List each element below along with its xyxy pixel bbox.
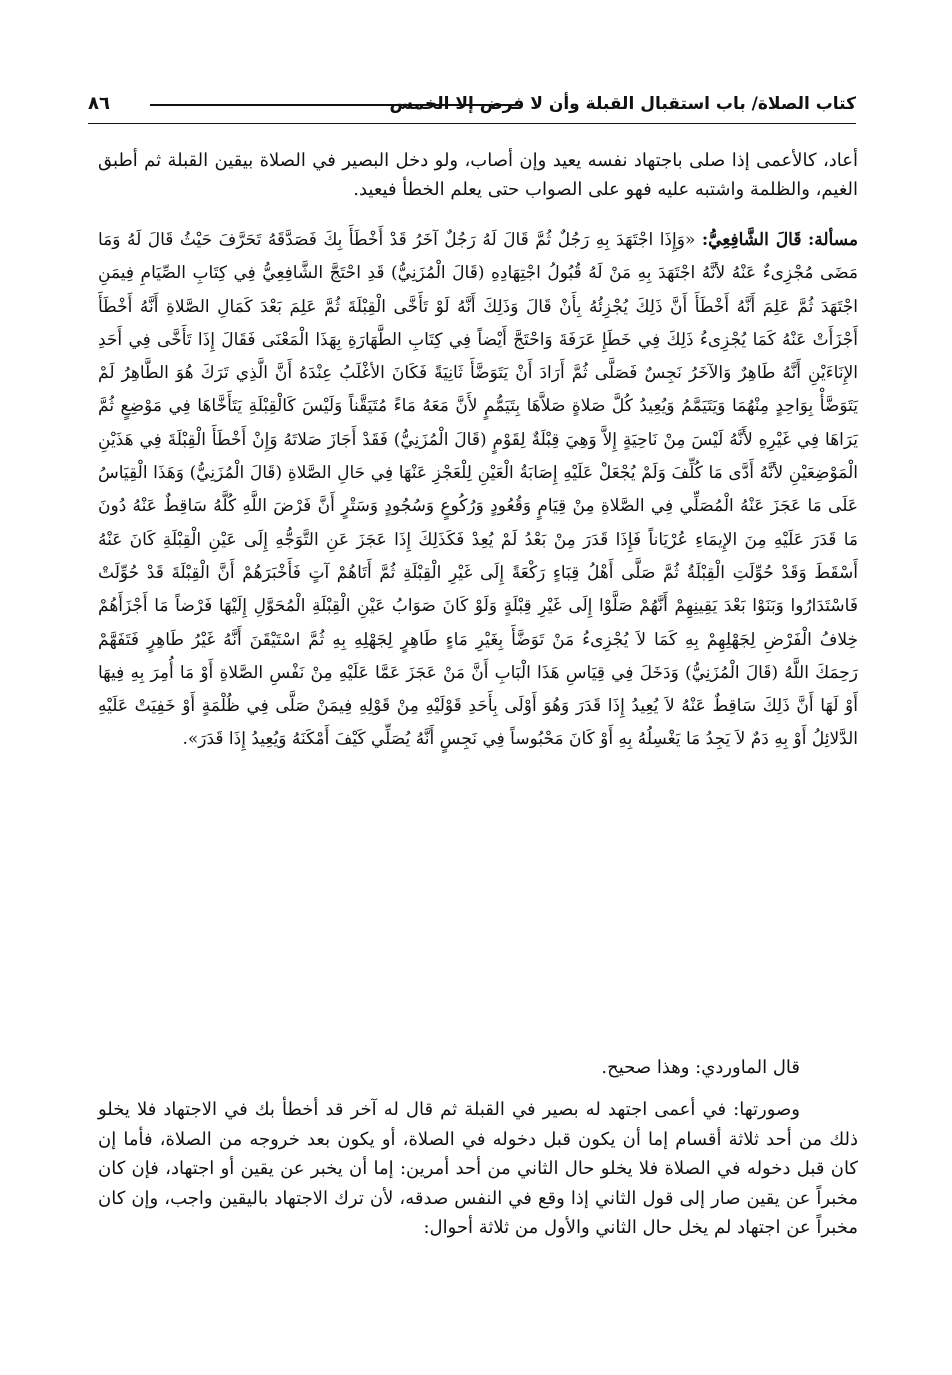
masala-text: «وَإِذَا اجْتَهَدَ بِهِ رَجُلٌ ثُمَّ قَالَ لَهُ رَجُلٌ آخَرُ قَدْ أَخْطَأَ بِكَ فَصَدَّقَهُ تَحَرَّفَ حَيْثُ قَالَ لَهُ وَمَا مَضَى مُجْزِىءٌ عَنْهُ لأنَّهُ اجْتَهَدَ بِهِ مَنْ لَهُ قُبُولُ اجْتِهَادِهِ (قَالَ الْمُزَنِيُّ) قَدِ احْتَجَّ الشَّافِعِيُّ فِي كِتَابِ الصِّيَامِ فِيمَنِ اجْتَهَدَ ثُمَّ عَلِمَ أَنَّهُ أَخْطَأَ أَنَّ ذَلِكَ يُجْزِئُهُ بِأَنْ قَالَ وَذَلِكَ أَنَّهُ لَوْ تَأَخَّى الْقِبْلَةَ ثُمَّ عَلِمَ بَعْدَ كَمَالِ الصَّلاةِ أَنَّهُ أَخْطَأَ أَجْزَأَتْ عَنْهُ كَمَا يُجْزِىءُ ذَلِكَ فِي خَطَإِ عَرَفَةَ وَاحْتَجَّ أَيْضاً فِي كِتَابِ الطَّهَارَةِ بِهَذَا الْمَعْنَى فَقَالَ إِذَا تَأَخَّى فِي أَحَدِ الإِنَاءَيْنِ أَنَّهُ طَاهِرٌ وَالآخَرُ نَجِسٌ فَصَلَّى ثُمَّ أَرَادَ أَنْ يَتَوَضَّأَ ثَانِيَةً فَكَانَ الأغْلَبُ عِنْدَهُ أَنَّ الَّذِي تَرَكَ هُوَ الطَّاهِرُ لَمْ يَتَوَضَّأْ بِوَاحِدٍ مِنْهُمَا وَيَتَيَمَّمُ وَيُعِيدُ كُلَّ صَلاةٍ صَلاَّهَا بِتَيَمُّمٍ لأَنَّ مَعَهُ مَاءً مُتَيَقَّناً وَلَيْسَ كَالْقِبْلَةِ يَتَأَخَّاهَا فِي مَوْضِعٍ ثُمَّ يَرَاهَا فِي غَيْرِهِ لأَنَّهُ لَيْسَ مِنْ نَاحِيَةٍ إِلاَّ وَهِيَ قِبْلَةٌ لِقَوْمٍ (قَالَ الْمُزَنِيُّ) فَقَدْ أَجَازَ صَلاتَهُ وَإِنْ أَخْطَأَ الْقِبْلَةَ فِي هَذَيْنِ الْمَوْضِعَيْنِ لأنَّهُ أَدَّى مَا كُلِّفَ وَلَمْ يُجْعَلْ عَلَيْهِ إِصَابَةُ الْعَيْنِ لِلْعَجْزِ عَنْهَا فِي حَالِ الصَّلاةِ (قَالَ الْمُزَنِيُّ) وَهَذَا الْقِيَاسُ عَلَى مَا عَجَزَ عَنْهُ الْمُصَلِّي فِي الصَّلاةِ مِنْ قِيَامٍ وَقُعُودٍ وَرُكُوعٍ وَسُجُودٍ وَسَتْرٍ أَنَّ فَرْضَ اللَّهِ كُلَّهُ سَاقِطٌ عَنْهُ دُونَ مَا قَدَرَ عَلَيْهِ مِنَ الإِيمَاءِ عُرْيَاناً فَإِذَا قَدَرَ مِنْ بَعْدُ لَمْ يُعِدْ فَكَذَلِكَ إِذَا عَجَزَ عَنِ التَّوَجُّهِ إِلَى عَيْنِ الْقِبْلَةِ كَانَ عَنْهُ أَسْقَطَ وَقَدْ حُوِّلَتِ الْقِبْلَةُ ثُمَّ صَلَّى أَهْلُ قِبَاءٍ رَكْعَةً إِلَى غَيْرِ الْقِبْلَةِ ثُمَّ أَتَاهُمْ آتٍ فَأَخْبَرَهُمْ أَنَّ الْقِبْلَةَ قَدْ حُوِّلَتْ فَاسْتَدَارُوا وَبَنَوْا بَعْدَ يَقِينِهِمْ أَنَّهُمْ صَلَّوْا إِلَى غَيْرِ قِبْلَةٍ وَلَوْ كَانَ صَوَابُ عَيْنِ الْقِبْلَةِ الْمُحَوَّلِ إِلَيْهَا فَرْضاً مَا أَجْزَأَهُمْ خِلافُ الْفَرْضِ لِجَهْلِهِمْ بِهِ كَمَا لاَ يُجْزِىءُ مَنْ تَوَضَّأَ بِغَيْرِ مَاءٍ طَاهِرٍ لِجَهْلِهِ بِهِ ثُمَّ اسْتَيْقَنَ أَنَّهُ غَيْرُ طَاهِرٍ فَتَفَهَّمْ رَحِمَكَ اللَّهُ (قَالَ الْمُزَنِيُّ) وَدَخَلَ فِي قِيَاسِ هَذَا الْبَابِ أَنَّ مَنْ عَجَزَ عَمَّا عَلَيْهِ مِنْ نَفْسِ الصَّلاةِ أَوْ مَا أُمِرَ بِهِ فِيهَا أَوْ لَهَا أَنَّ ذَلِكَ سَاقِطٌ عَنْهُ لاَ يُعِيدُ إِذَا قَدَرَ وَهُوَ أَوْلَى بِأَحَدِ قَوْلَيْهِ مِنْ قَوْلِهِ فِيمَنْ صَلَّى فِي ظُلْمَةٍ أَوْ خَفِيَتْ عَلَيْهِ الدَّلائِلُ أَوْ بِهِ دَمٌ لاَ يَجِدُ مَا يَغْسِلُهُ بِهِ أَوْ كَانَ مَحْبُوساً فِي نَجِسٍ أَنَّهُ يُصَلِّي كَيْفَ أَمْكَنَهُ وَيُعِيدُ إِذَا قَدَرَ».: [98, 230, 858, 750]
intro-paragraph: أعاد، كالأعمى إذا صلى باجتهاد نفسه يعيد وإن أصاب، ولو دخل البصير في الصلاة بيقين القبلة ثم أطبق الغيم، والظلمة واشتبه عليه فهو على الصواب حتى يعلم الخطأ فيعيد.: [98, 150, 858, 200]
running-header: [88, 92, 856, 120]
masala-speaker: قَالَ الشَّافِعِيُّ:: [701, 230, 802, 250]
mawardi-statement: قال الماوردي: وهذا صحيح.: [601, 1057, 800, 1078]
page-number: ٨٦: [88, 93, 110, 114]
explanation-paragraph: وصورتها: في أعمى اجتهد له بصير في القبلة ثم قال له آخر قد أخطأ بك في الاجتهاد فلا يخلو ذلك من أحد ثلاثة أقسام إما أن يكون قبل دخوله في الصلاة، أو يكون بعد خروجه من الصلاة، فأما إن كان قبل دخوله في الصلاة فلا يخلو حال الثاني من أحد أمرين: إما أن يخبر عن يقين أو اجتهاد، فإن كان مخبراً عن يقين صار إلى قول الثاني إذا وقع في النفس صدقه، لأن ترك الاجتهاد باليقين واجب، وإن كان مخبراً عن اجتهاد لم يخل حال الثاني والأول من ثلاثة أحوال:: [98, 1099, 858, 1238]
header-underline: [88, 123, 856, 124]
chapter-title: كتاب الصلاة/ باب استقبال القبلة وأن لا فرض إلا الخمس: [389, 94, 856, 114]
header-dash-rule: [150, 104, 516, 106]
masala-paragraph: [98, 224, 858, 757]
masala-label: مسألة:: [807, 230, 858, 250]
